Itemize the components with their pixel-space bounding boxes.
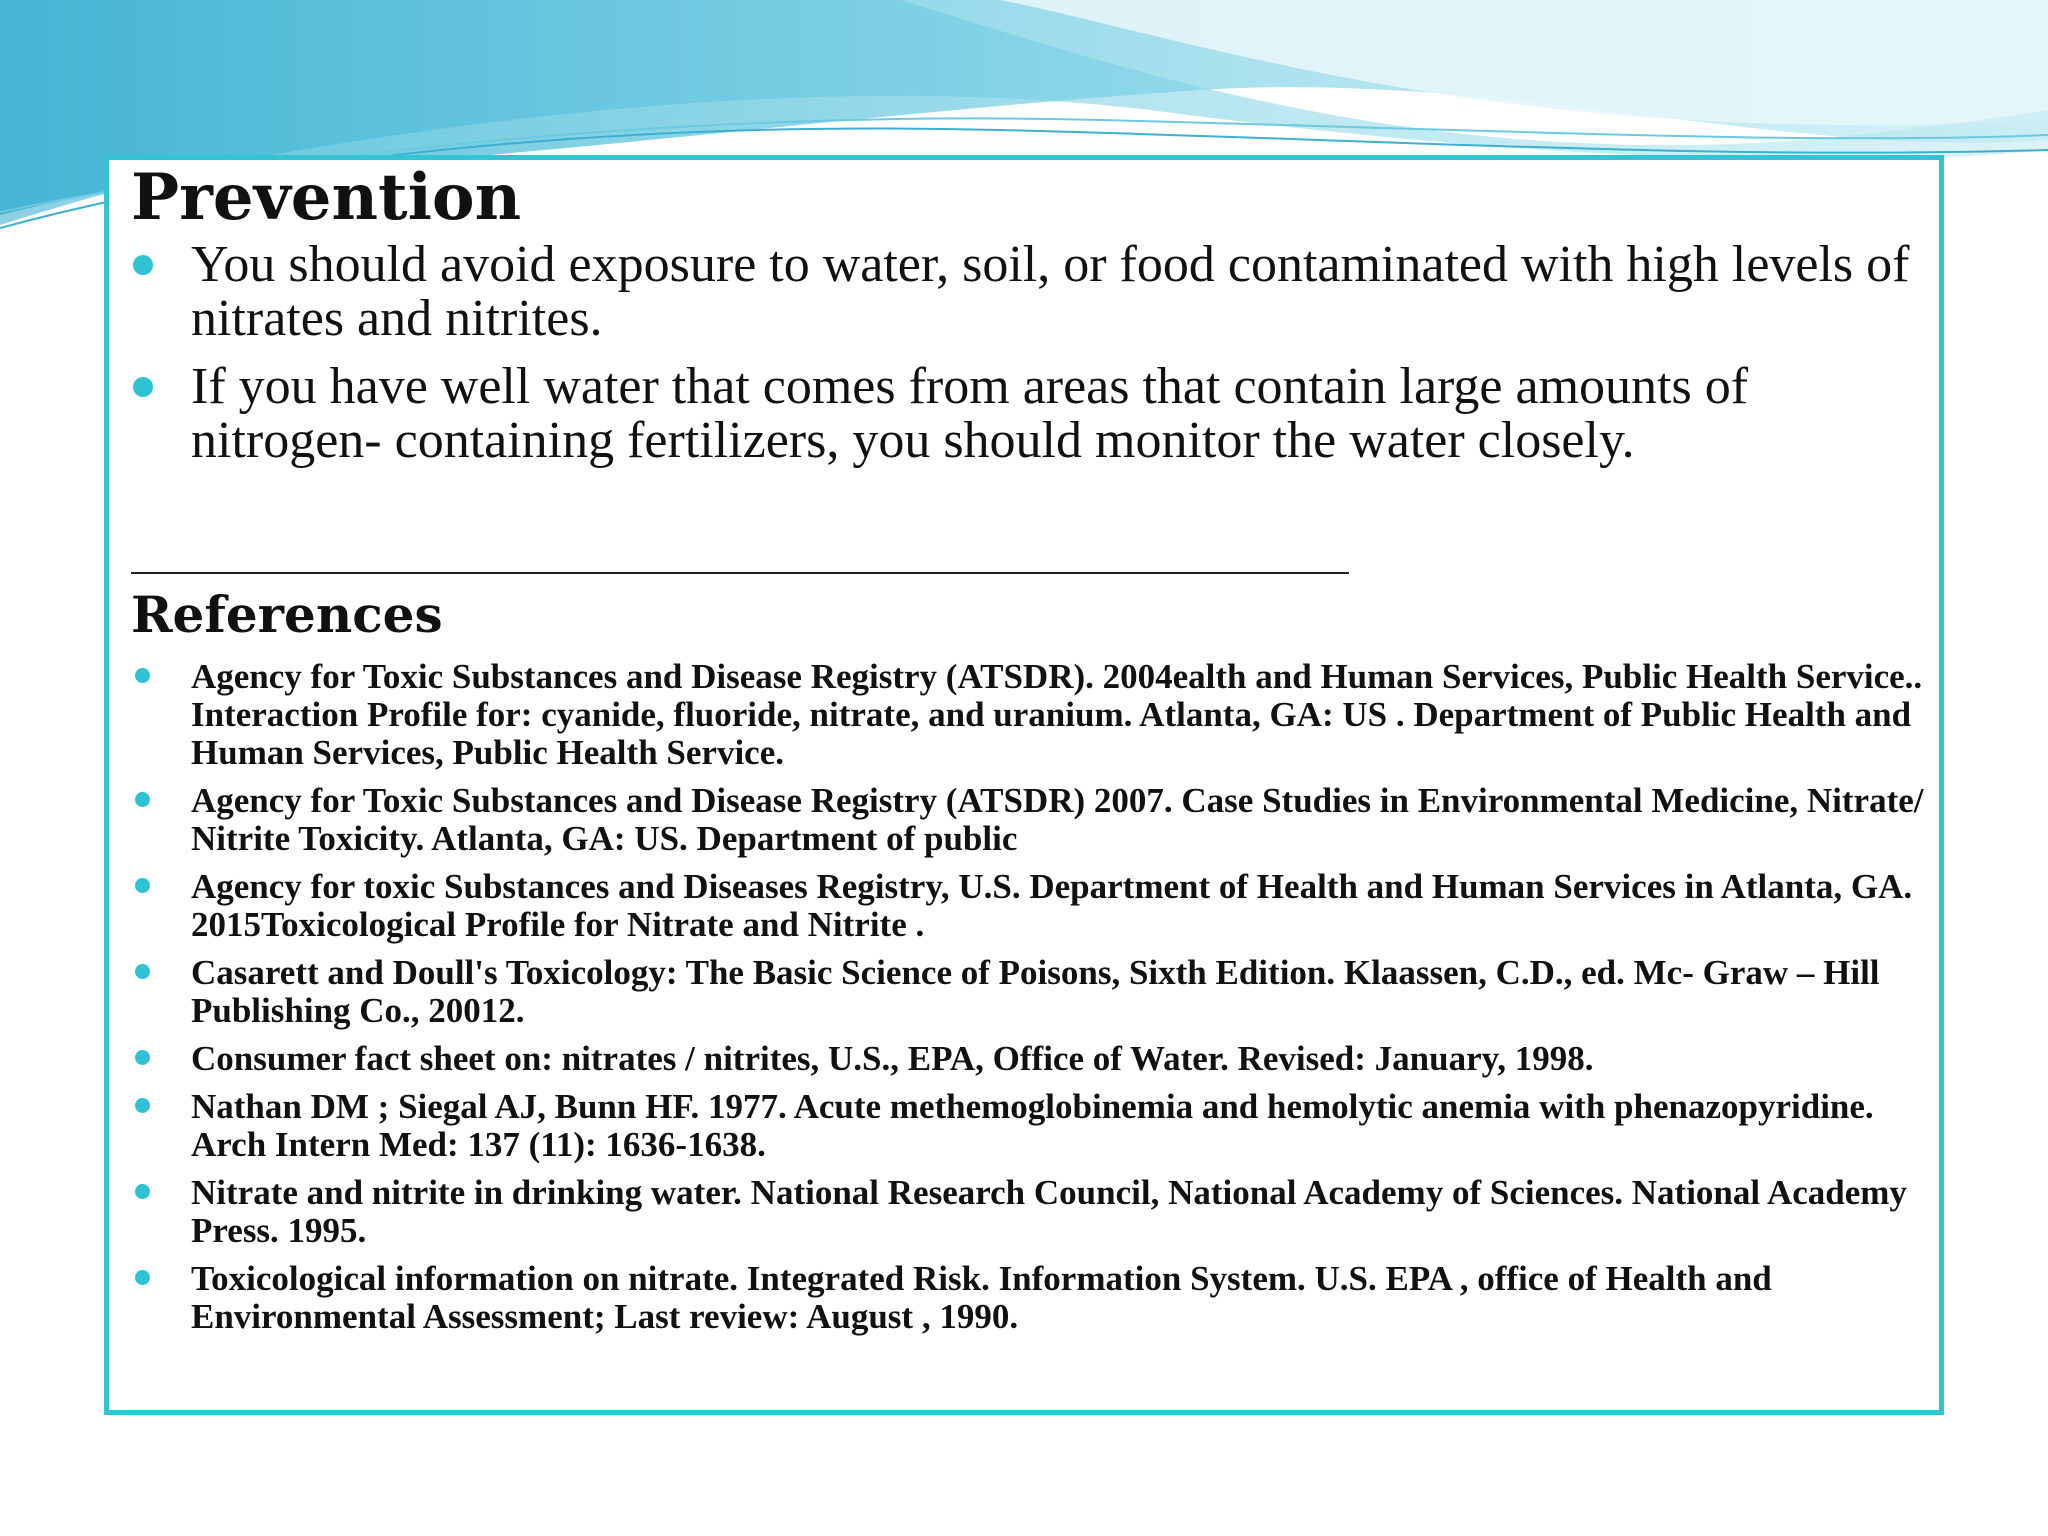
reference-item — [131, 868, 1937, 944]
reference-item — [131, 1088, 1937, 1164]
reference-item — [131, 782, 1937, 858]
reference-item — [131, 1260, 1937, 1336]
reference-item — [131, 954, 1937, 1030]
prevention-item-text: You should avoid exposure to water, soil, or food contaminated with high levels of nitrates and nitrites. — [191, 236, 1910, 347]
reference-text: Agency for Toxic Substances and Disease Registry (ATSDR). 2004ealth and Human Services, Public Health Service.. Interaction Profile for: cyanide, fluoride, nitrate, and uranium. Atlanta, GA: US . Department of Public Health and Human Services, Public Health Service. — [191, 657, 1923, 772]
reference-text: Nathan DM ; Siegal AJ, Bunn HF. 1977. Acute methemoglobinemia and hemolytic anemia with phenazopyridine. Arch Intern Med: 137 (11): 1636-1638. — [191, 1087, 1874, 1164]
reference-item — [131, 1040, 1937, 1078]
bullet-icon — [135, 792, 150, 807]
prevention-item-text: If you have well water that comes from areas that contain large amounts of nitrogen- containing fertilizers, you should monitor the water closely. — [191, 358, 1749, 469]
reference-text: Agency for Toxic Substances and Disease Registry (ATSDR) 2007. Case Studies in Environmental Medicine, Nitrate/ Nitrite Toxicity. Atlanta, GA: US. Department of public — [191, 781, 1924, 858]
content-frame — [104, 155, 1944, 1415]
bullet-icon — [135, 1184, 150, 1199]
bullet-icon — [135, 964, 150, 979]
reference-item — [131, 1174, 1937, 1250]
reference-text: Casarett and Doull's Toxicology: The Basic Science of Poisons, Sixth Edition. Klaassen, C.D., ed. Mc- Graw – Hill Publishing Co., 20012. — [191, 953, 1880, 1030]
bullet-icon — [135, 668, 150, 683]
reference-text: Nitrate and nitrite in drinking water. National Research Council, National Academy of Sciences. National Academy Press. 1995. — [191, 1173, 1907, 1250]
bullet-icon — [135, 1270, 150, 1285]
reference-text: Consumer fact sheet on: nitrates / nitrites, U.S., EPA, Office of Water. Revised: January, 1998. — [191, 1039, 1594, 1078]
prevention-title: Prevention — [131, 160, 522, 235]
section-separator — [131, 572, 1349, 574]
reference-text: Toxicological information on nitrate. Integrated Risk. Information System. U.S. EPA , office of Health and Environmental Assessment; Last review: August , 1990. — [191, 1259, 1772, 1336]
bullet-icon — [133, 255, 153, 275]
prevention-item — [131, 360, 1931, 468]
bullet-icon — [135, 1098, 150, 1113]
prevention-list — [131, 238, 1931, 482]
prevention-item — [131, 238, 1931, 346]
references-title: References — [131, 585, 443, 644]
reference-item — [131, 658, 1937, 772]
reference-text: Agency for toxic Substances and Diseases Registry, U.S. Department of Health and Human Services in Atlanta, GA. 2015Toxicological Profile for Nitrate and Nitrite . — [191, 867, 1913, 944]
references-list — [131, 658, 1937, 1346]
bullet-icon — [133, 377, 153, 397]
bullet-icon — [135, 878, 150, 893]
bullet-icon — [135, 1050, 150, 1065]
